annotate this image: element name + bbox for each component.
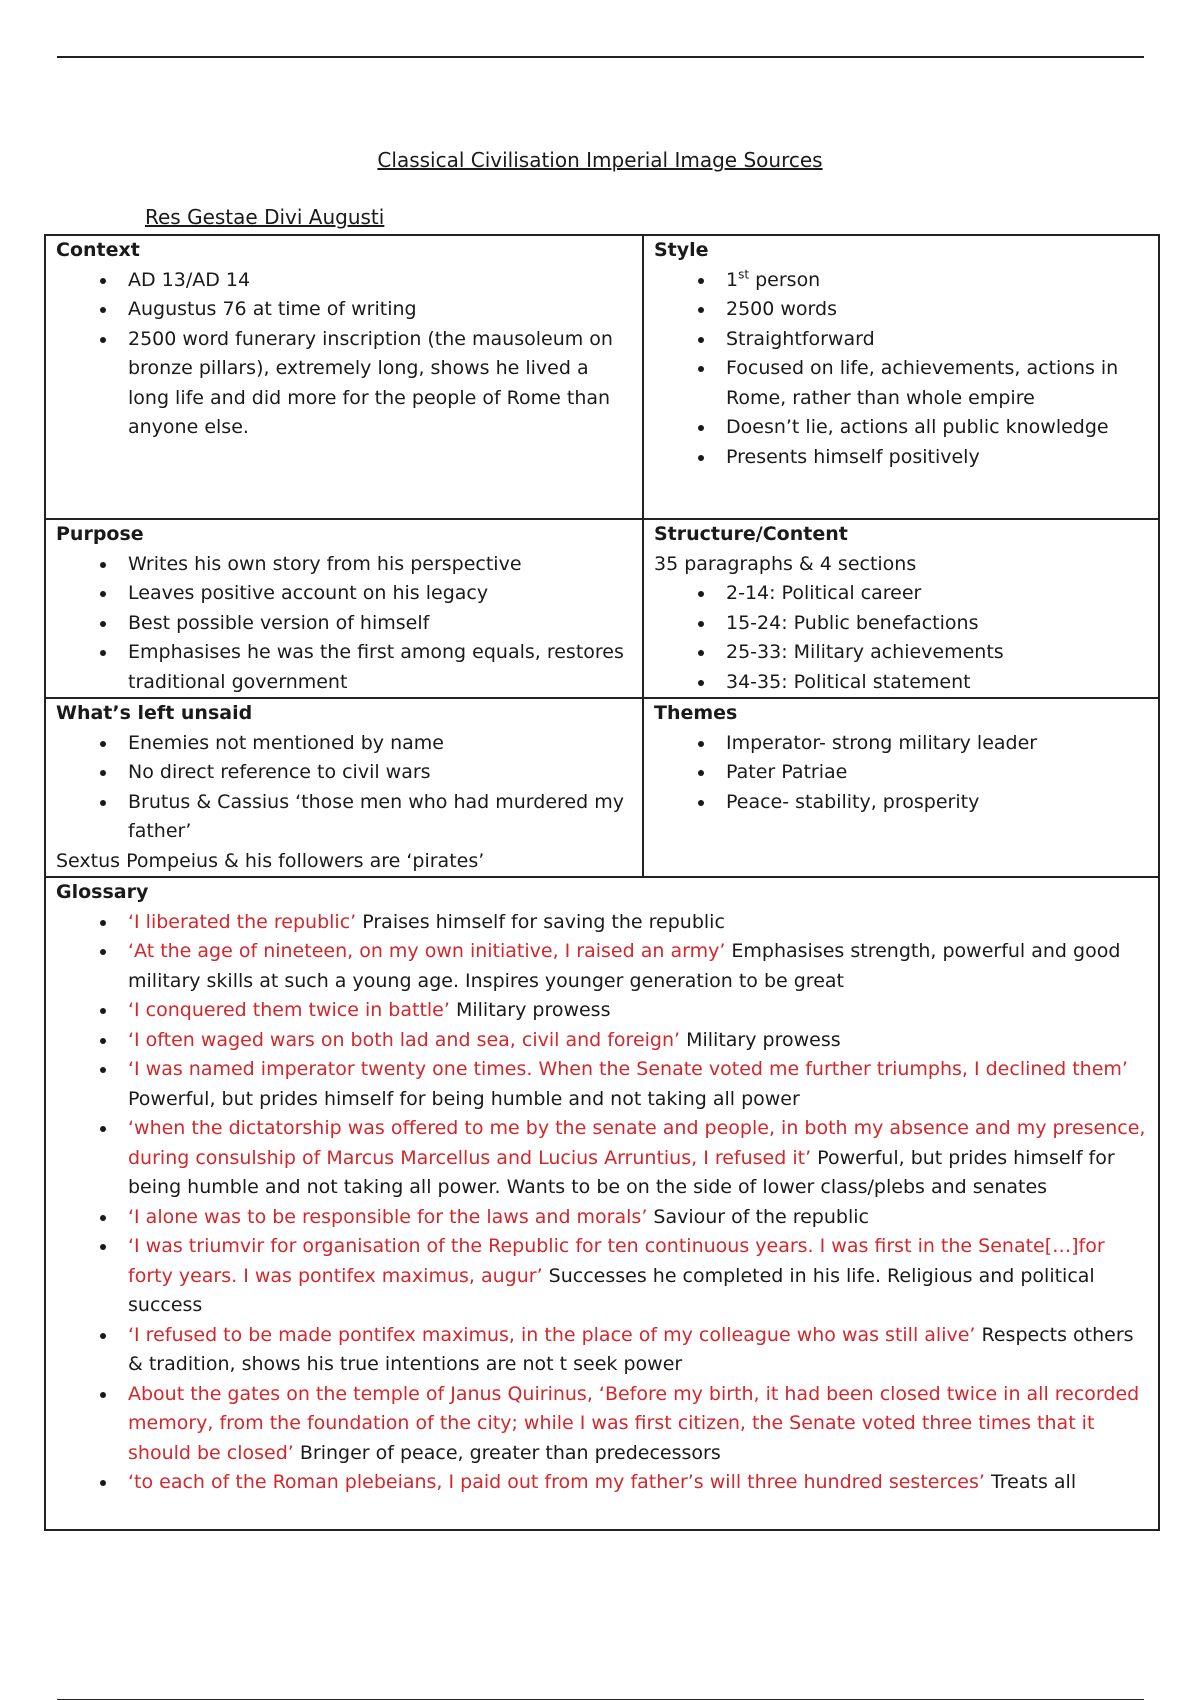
glossary-quote: ‘I often waged wars on both lad and sea, civil and foreign’ <box>128 1028 681 1051</box>
unsaid-note: Sextus Pompeius & his followers are ‘pirates’ <box>56 849 485 872</box>
ordinal-number: 1 <box>726 268 739 291</box>
glossary-item <box>118 1055 1150 1114</box>
structure-list <box>654 579 1150 697</box>
glossary-item <box>118 1232 1150 1321</box>
themes-heading: Themes <box>654 702 738 724</box>
list-item: • 2500 word funerary inscription (the mausoleum on bronze pillars), extremely long, shows he lived a long life and did more for the people of Rome than anyone else. <box>118 325 634 443</box>
context-heading: Context <box>56 239 140 261</box>
purpose-cell <box>45 519 643 698</box>
sources-table <box>44 234 1160 1531</box>
glossary-quote: ‘At the age of nineteen, on my own initiative, I raised an army’ <box>128 940 726 962</box>
glossary-item <box>118 1026 1150 1056</box>
unsaid-list <box>56 729 634 847</box>
list-item: • 25-33: Military achievements <box>716 638 1150 668</box>
purpose-list <box>56 550 634 698</box>
glossary-quote: ‘I liberated the republic’ <box>128 910 357 933</box>
glossary-list <box>56 908 1150 1498</box>
list-item: • Enemies not mentioned by name <box>118 729 634 759</box>
glossary-note: Successes he completed in his life. Religious and political success <box>128 1264 1095 1316</box>
list-item: • Presents himself positively <box>716 443 1150 473</box>
glossary-item <box>118 1203 1150 1233</box>
document-subtitle: Res Gestae Divi Augusti <box>145 205 385 229</box>
glossary-note: Emphasises strength, powerful and good military skills at such a young age. Inspires younger generation to be great <box>128 940 1121 992</box>
context-list <box>56 266 634 443</box>
glossary-quote: ‘I was triumvir for organisation of the Republic for ten continuous years. I was first in the Senate[…]for forty years. I was pontifex maximus, augur’ <box>128 1235 1105 1287</box>
list-item: • Emphasises he was the first among equals, restores traditional government <box>118 638 634 697</box>
document-title: Classical Civilisation Imperial Image Sources <box>377 148 823 172</box>
glossary-note: Respects others & tradition, shows his true intentions are not t seek power <box>128 1323 1134 1375</box>
list-item: • 2-14: Political career <box>716 579 1150 609</box>
unsaid-heading: What’s left unsaid <box>56 702 253 724</box>
list-item: • AD 13/AD 14 <box>118 266 634 296</box>
list-item: • 15-24: Public benefactions <box>716 609 1150 639</box>
glossary-cell <box>45 877 1159 1530</box>
glossary-quote: ‘I refused to be made pontifex maximus, in the place of my colleague who was still alive’ <box>128 1323 976 1346</box>
structure-intro: 35 paragraphs & 4 sections <box>654 552 917 575</box>
glossary-quote: ‘I conquered them twice in battle’ <box>128 999 450 1021</box>
glossary-heading: Glossary <box>56 881 149 903</box>
glossary-note: Treats all <box>984 1471 1077 1493</box>
glossary-item <box>118 1380 1150 1469</box>
list-item: • Peace- stability, prosperity <box>716 788 1150 818</box>
list-item: • Best possible version of himself <box>118 609 634 639</box>
style-cell <box>643 235 1159 519</box>
list-item: • Writes his own story from his perspective <box>118 550 634 580</box>
structure-cell <box>643 519 1159 698</box>
glossary-item <box>118 996 1150 1026</box>
glossary-quote: ‘when the dictatorship was offered to me by the senate and people, in both my absence and my presence, during consulship of Marcus Marcellus and Lucius Arruntius, I refused it’ <box>128 1117 1146 1169</box>
glossary-item <box>118 908 1150 938</box>
glossary-note: Military prowess <box>449 999 611 1021</box>
list-item: • Imperator- strong military leader <box>716 729 1150 759</box>
style-list <box>654 266 1150 473</box>
list-item: • Pater Patriae <box>716 758 1150 788</box>
glossary-note: Powerful, but prides himself for being humble and not taking all power. Wants to be on the side of lower class/plebs and senates <box>128 1146 1115 1198</box>
unsaid-cell <box>45 698 643 877</box>
glossary-note: Praises himself for saving the republic <box>356 910 725 933</box>
list-item: • 2500 words <box>716 295 1150 325</box>
ordinal-rest: person <box>749 268 821 291</box>
glossary-quote: ‘I was named imperator twenty one times. When the Senate voted me further triumphs, I declined them’ <box>128 1058 1128 1080</box>
header-rule <box>57 56 1144 58</box>
list-item: • Straightforward <box>716 325 1150 355</box>
glossary-note: Bringer of peace, greater than predecessors <box>293 1441 721 1464</box>
glossary-note: Powerful, but prides himself for being humble and not taking all power <box>128 1087 800 1110</box>
list-item: • Leaves positive account on his legacy <box>118 579 634 609</box>
glossary-item <box>118 1321 1150 1380</box>
glossary-item <box>118 1114 1150 1203</box>
ordinal-suffix: st <box>738 267 750 282</box>
glossary-note: Military prowess <box>680 1028 841 1051</box>
list-item: • 34-35: Political statement <box>716 668 1150 698</box>
list-item <box>716 266 1150 296</box>
themes-cell <box>643 698 1159 877</box>
style-heading: Style <box>654 239 709 261</box>
purpose-heading: Purpose <box>56 523 144 545</box>
glossary-quote: ‘to each of the Roman plebeians, I paid out from my father’s will three hundred sesterces’ <box>128 1471 985 1493</box>
list-item: • Brutus & Cassius ‘those men who had murdered my father’ <box>118 788 634 847</box>
structure-heading: Structure/Content <box>654 523 848 545</box>
list-item: • Focused on life, achievements, actions in Rome, rather than whole empire <box>716 354 1150 413</box>
themes-list <box>654 729 1150 818</box>
context-cell <box>45 235 643 519</box>
list-item: • Augustus 76 at time of writing <box>118 295 634 325</box>
glossary-item <box>118 1468 1150 1498</box>
glossary-item <box>118 937 1150 996</box>
glossary-note: Saviour of the republic <box>647 1205 869 1228</box>
list-item: • No direct reference to civil wars <box>118 758 634 788</box>
list-item: • Doesn’t lie, actions all public knowledge <box>716 413 1150 443</box>
glossary-quote: About the gates on the temple of Janus Quirinus, ‘Before my birth, it had been closed twice in all recorded memory, from the foundation of the city; while I was first citizen, the Senate voted three times that it should be closed’ <box>128 1382 1140 1464</box>
glossary-quote: ‘I alone was to be responsible for the laws and morals’ <box>128 1205 648 1228</box>
